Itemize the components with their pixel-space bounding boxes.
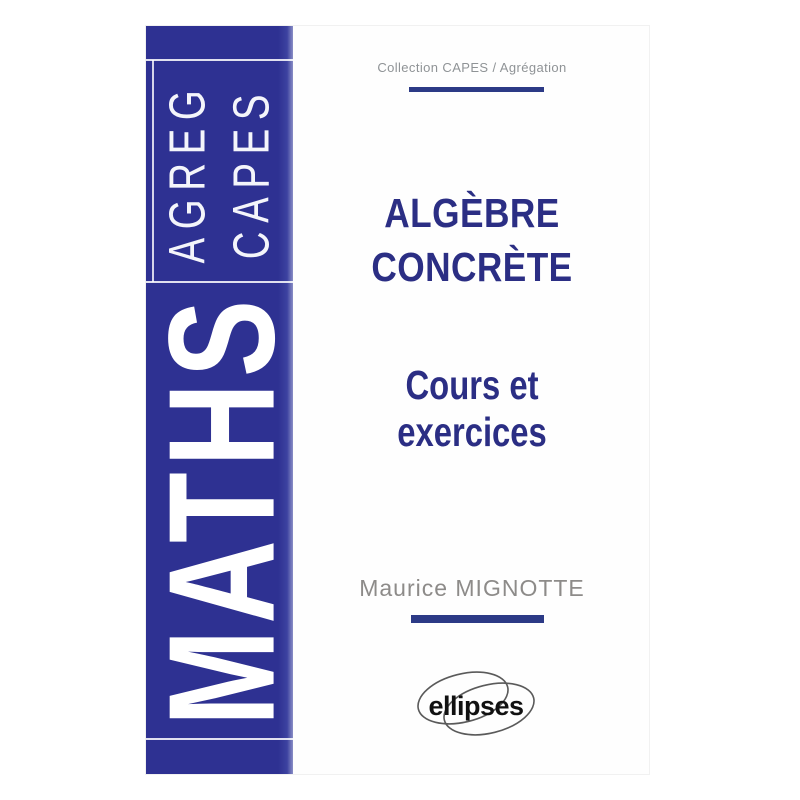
capes-label: CAPES — [223, 85, 281, 259]
author-underline — [411, 615, 544, 623]
collection-label: Collection CAPES / Agrégation — [377, 60, 567, 75]
maths-label: MATHS — [138, 293, 307, 726]
spine-word-agreg — [148, 62, 220, 282]
publisher-name: ellipses — [428, 691, 524, 721]
spine-word-capes — [212, 62, 284, 282]
book-title — [321, 186, 624, 294]
collection-underline — [409, 87, 544, 92]
book-cover — [138, 25, 650, 775]
agreg-label: AGREG — [159, 81, 217, 263]
author-name: Maurice MIGNOTTE — [359, 575, 585, 601]
book-title-line2: CONCRÈTE — [371, 244, 573, 290]
spine-band — [138, 26, 307, 774]
spine-divider-top — [146, 59, 293, 61]
book-title-line1: ALGÈBRE — [384, 190, 560, 236]
book-subtitle: Cours et exercices — [397, 362, 547, 455]
spine-divider-bottom — [146, 738, 293, 740]
publisher-logo — [406, 662, 546, 744]
spine-word-maths — [138, 283, 307, 736]
